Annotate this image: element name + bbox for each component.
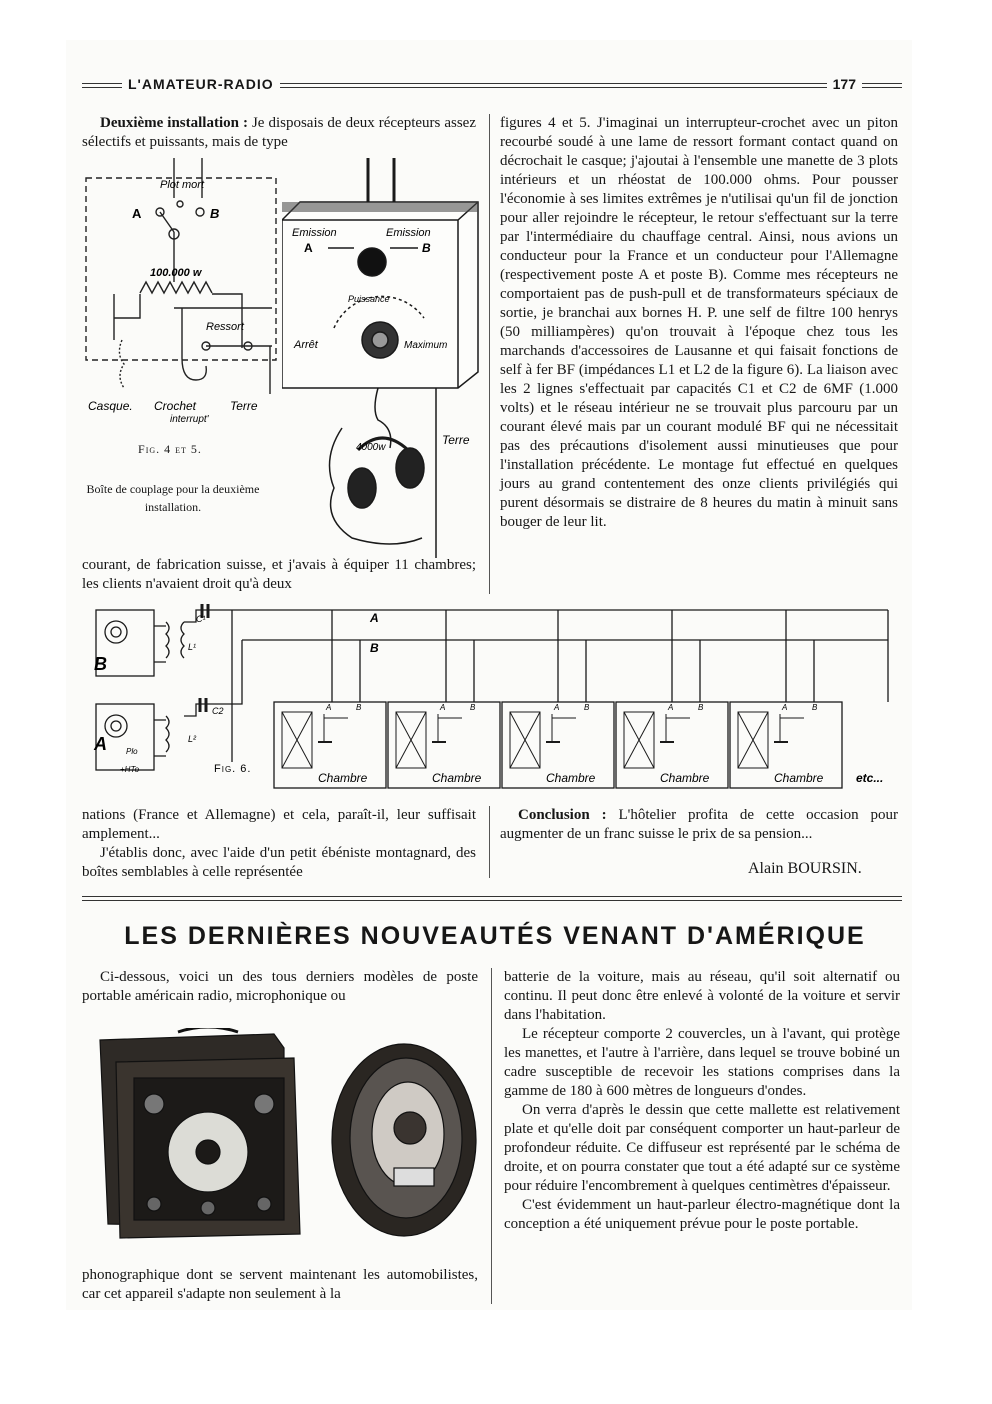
emission-b-label: Emission	[386, 227, 431, 239]
emission-a-letter: A	[304, 241, 313, 255]
chambre-label: Chambre	[546, 771, 596, 785]
room-a-terminal-label: A	[326, 703, 332, 712]
room-a-terminal-label: A	[440, 703, 446, 712]
article1-col1-after-fig: courant, de fabrication suisse, et j'avais à équiper 11 chambres; les clients n'avaient droit qu'à deux	[82, 557, 476, 592]
terre-left-label: Terre	[230, 399, 258, 413]
column-divider	[489, 114, 490, 594]
label-b: B	[210, 206, 220, 221]
casque-label: Casque.	[88, 399, 133, 413]
plot-mort-label: Plot mort	[160, 179, 205, 191]
page-number: 177	[827, 76, 862, 92]
room-a-terminal-label: A	[554, 703, 560, 712]
line-b-label: B	[370, 641, 379, 655]
fig6-wiring-diagram	[92, 602, 898, 802]
chambre-label: Chambre	[432, 771, 482, 785]
htto-label: +HTo	[120, 765, 140, 774]
portable-radio-illustration	[94, 1028, 484, 1268]
fig5-coupling-box-drawing	[282, 158, 482, 558]
page-header	[82, 76, 902, 98]
article2-col1-top: Ci-dessous, voici un des tous derniers modèles de poste portable américain radio, microphonique ou	[82, 969, 478, 1004]
column-divider-3	[491, 968, 492, 1304]
room-boxes	[274, 702, 842, 788]
room-b-terminal-label: B	[698, 703, 704, 712]
article1-conclusion	[500, 806, 898, 844]
resistance-label: 100.000 w	[150, 267, 202, 279]
article2-col1-bottom: phonographique dont se servent maintenant les automobilistes, car cet appareil s'adapte non seulement à la	[82, 1267, 478, 1302]
chambre-label: Chambre	[660, 771, 710, 785]
article2-col2: batterie de la voiture, mais au réseau, qu'il soit alternatif ou continu. Il peut donc être enlevé à volonté de la voiture et servir dans l'habitation. Le récepteur comporte 2 couvercles, un à l'avant, qui protège les manettes, et l'autre à l'arrière, dans lequel se trouve bobiné un cadre susceptible de recevoir les stations comprises dans la gamme de 180 à 600 mètres de longueurs d'ondes. On verra d'après le dessin que cette mallette est relativement plate et qu'elle doit par conséquent comporter un haut-parleur de profondeur réduite. Ce diffuseur est représenté par le schéma de droite, et on pourra constater que tout a été adapté sur ce système pour réduire l'encombrement à quelques centimètres d'épaisseur. C'est évidemment un haut-parleur électro-magnétique dont la conception a été uniquement prévue pour le poste portable.	[504, 969, 900, 1232]
room-a-terminal-label: A	[668, 703, 674, 712]
column-divider-2	[489, 806, 490, 878]
maximum-label: Maximum	[404, 340, 448, 351]
line-a-label: A	[370, 611, 379, 625]
fig45-label: Fig. 4 et 5.	[138, 442, 202, 456]
conclusion-lead: Conclusion :	[518, 807, 607, 823]
post-a-label: A	[94, 734, 107, 754]
author-signature: Alain BOURSIN.	[748, 860, 862, 877]
fig6-label: Fig. 6.	[214, 763, 252, 775]
c1-label: C¹	[196, 614, 206, 624]
crochet-label: Crochet	[154, 399, 197, 413]
room-b-terminal-label: B	[812, 703, 818, 712]
article1-col2-top: figures 4 et 5. J'imaginai un interrupteur-crochet avec un piton recourbé soudé à une lame de ressort formant contact quand on décrochait le casque; j'ajoutai à l'ensemble une manette de 3 plots intérieurs et un rhéostat de 100.000 ohms. Pour pousser l'économie à ses limites extrêmes je n'utilisai qu'un fil de jonction pour aller rejoindre le récepteur, le retour s'effectuant sur la terre par l'intermédiaire du chauffage central. Ainsi, nous avions un conducteur pour la France et un conducteur pour l'Allemagne (respectivement poste A et poste B). Comme mes récepteurs ne comportaient pas de push-pull et de transformateurs spéciaux de sortie, je branchai aux bornes H. P. une self de filtre 100 henrys (50 milliampères) qu'on trouvait à l'époque chez tous les marchands d'accessoires de Lausanne et qui faisait fonctions de self à fer BF (impédances L1 et L2 de la figure 6). La liaison avec les 2 lignes s'effectuait par capacités C1 et C2 de 6MF (1.000 volts) et le réseau intérieur ne se trouvait plus parcouru par un courant élevé mais par un courant modulé BF qui ne nécessitait pas des précautions d'isolement aussi minutieuses que pour l'installation précédente. Le montage fut effectué en quelques jours au grand contentement des onze clients privilégiés qui purent désormais se distraire de 8 heures du matin à minuit sans bouger de leur lit.	[500, 115, 898, 530]
running-title: L'AMATEUR-RADIO	[122, 76, 280, 92]
post-b-label: B	[94, 654, 107, 674]
l1-label: L¹	[188, 642, 197, 652]
paragraph-text: Je disposais de deux récepteurs assez sélectifs et puissants, mais de type	[82, 115, 476, 150]
article1-col1-top	[82, 114, 476, 152]
article1-col1-bottom: nations (France et Allemagne) et cela, paraît-il, leur suffisait amplement... J'établis donc, avec l'aide d'un petit ébéniste montagnard, des boîtes semblables à celle représentée	[82, 807, 476, 880]
plo-label: Plo	[126, 747, 138, 756]
fig4-schematic	[82, 158, 282, 428]
label-a: A	[132, 206, 142, 221]
etc-label: etc...	[856, 771, 884, 785]
article2-title: LES DERNIÈRES NOUVEAUTÉS VENANT D'AMÉRIQUE	[124, 922, 866, 950]
section-lead: Deuxième installation :	[100, 115, 248, 131]
c2-label: C2	[212, 706, 224, 716]
room-b-terminal-label: B	[356, 703, 362, 712]
room-b-terminal-label: B	[584, 703, 590, 712]
interrupt-label: interrupt'	[170, 414, 209, 425]
emission-a-label: Emission	[292, 227, 337, 239]
section-separator	[82, 896, 902, 897]
conclusion-text: L'hôtelier profita de cette occasion pour augmenter de un franc suisse le prix de sa pension...	[500, 807, 898, 842]
section-separator-2	[82, 900, 902, 901]
headphone-impedance-label: 4000w	[356, 442, 386, 453]
terre-right-label: Terre	[442, 433, 470, 447]
room-b-terminal-label: B	[470, 703, 476, 712]
puissance-label: Puissance	[348, 294, 390, 304]
emission-b-letter: B	[422, 241, 431, 255]
ressort-label: Ressort	[206, 321, 244, 333]
l2-label: L²	[188, 734, 197, 744]
room-a-terminal-label: A	[782, 703, 788, 712]
arret-label: Arrêt	[294, 339, 318, 351]
chambre-label: Chambre	[318, 771, 368, 785]
fig45-caption: Boîte de couplage pour la deuxième installation.	[86, 482, 260, 514]
chambre-label: Chambre	[774, 771, 824, 785]
